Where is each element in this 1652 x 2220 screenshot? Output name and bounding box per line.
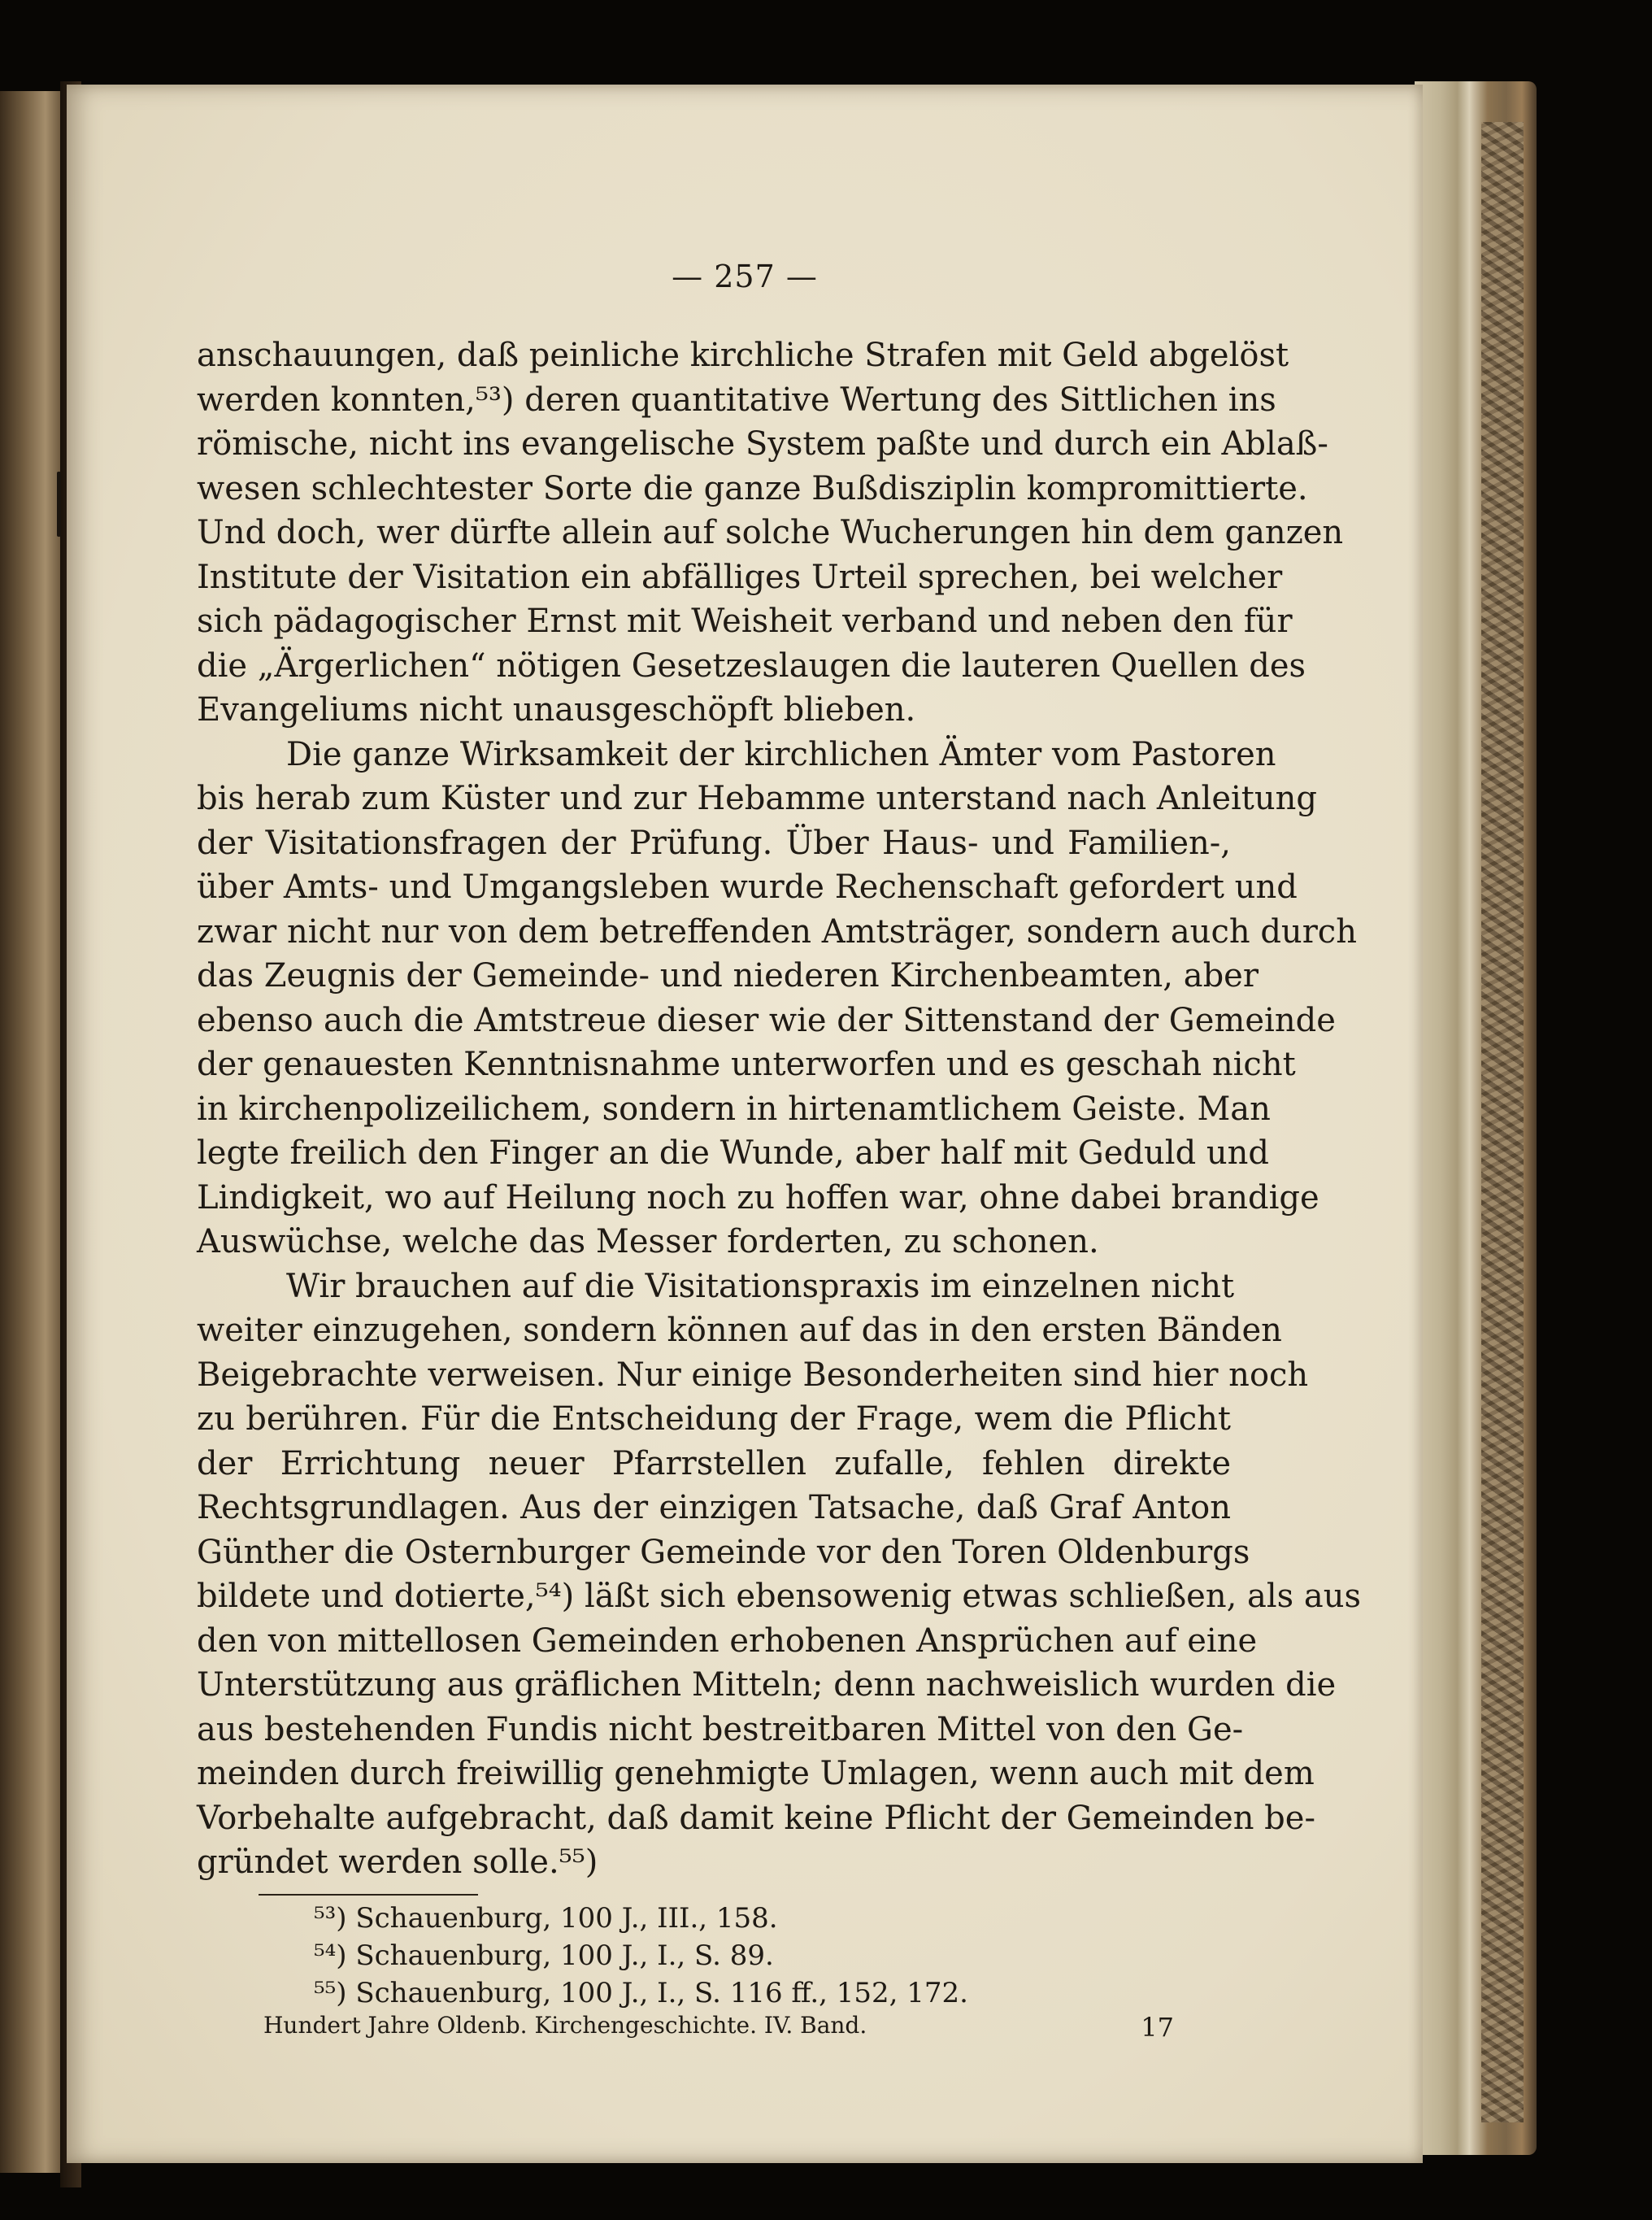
text-line: sich pädagogischer Ernst mit Weisheit verband und neben den für bbox=[197, 603, 1293, 640]
text-line: Die ganze Wirksamkeit der kirchlichen Ämter vom Pastoren bbox=[286, 735, 1276, 773]
text-line: das Zeugnis der Gemeinde- und niederen Kirchenbeamten, aber bbox=[197, 957, 1259, 995]
footnote-53: ⁵³) Schauenburg, 100 J., III., 158. bbox=[314, 1902, 778, 1935]
text-line: der genauesten Kenntnisnahme unterworfen und es geschah nicht bbox=[197, 1046, 1296, 1083]
text-line: Institute der Visitation ein abfälliges Urteil sprechen, bei welcher bbox=[197, 558, 1283, 596]
text-line: in kirchenpolizeilichem, sondern in hirtenamtlichem Geiste. Man bbox=[197, 1090, 1271, 1128]
footnote-rule bbox=[259, 1894, 478, 1896]
text-line: Vorbehalte aufgebracht, daß damit keine Pflicht der Gemeinden be- bbox=[197, 1799, 1315, 1837]
margin-bracket-mark bbox=[57, 472, 61, 537]
text-line: legte freilich den Finger an die Wunde, aber half mit Geduld und bbox=[197, 1134, 1270, 1172]
text-line: der Visitationsfragen der Prüfung. Über Haus- und Familien-, bbox=[197, 824, 1231, 862]
footnote-55: ⁵⁵) Schauenburg, 100 J., I., S. 116 ff., 152, 172. bbox=[314, 1977, 968, 2009]
book-title: Hundert Jahre Oldenb. Kirchengeschichte. IV. Band. bbox=[263, 2012, 867, 2039]
text-line: zu berühren. Für die Entscheidung der Frage, wem die Pflicht bbox=[197, 1400, 1231, 1438]
text-line: anschauungen, daß peinliche kirchliche Strafen mit Geld abgelöst bbox=[197, 337, 1289, 374]
text-line: aus bestehenden Fundis nicht bestreitbaren Mittel von den Ge- bbox=[197, 1710, 1244, 1748]
footnote-54: ⁵⁴) Schauenburg, 100 J., I., S. 89. bbox=[314, 1939, 774, 1972]
text-line: zwar nicht nur von dem betreffenden Amtsträger, sondern auch durch bbox=[197, 912, 1357, 951]
text-line: Lindigkeit, wo auf Heilung noch zu hoffen war, ohne dabei brandige bbox=[197, 1178, 1319, 1217]
text-line: Evangeliums nicht unausgeschöpft blieben. bbox=[197, 691, 916, 729]
text-line: der Errichtung neuer Pfarrstellen zufalle, fehlen direkte bbox=[197, 1444, 1231, 1482]
text-line: Auswüchse, welche das Messer forderten, zu schonen. bbox=[197, 1223, 1099, 1260]
footnotes bbox=[314, 1900, 1127, 2012]
text-line: über Amts- und Umgangsleben wurde Rechenschaft gefordert und bbox=[197, 868, 1298, 906]
marbled-cover-edge bbox=[1481, 122, 1524, 2122]
text-line: ebenso auch die Amtstreue dieser wie der Sittenstand der Gemeinde bbox=[197, 1001, 1336, 1039]
page-number-header: — 257 — bbox=[672, 259, 818, 294]
text-line: römische, nicht ins evangelische System paßte und durch ein Ablaß- bbox=[197, 425, 1328, 463]
text-line: Günther die Osternburger Gemeinde vor den Toren Oldenburgs bbox=[197, 1533, 1250, 1571]
text-line: weiter einzugehen, sondern können auf das in den ersten Bänden bbox=[197, 1312, 1282, 1349]
text-line: wesen schlechtester Sorte die ganze Bußdisziplin kompromittierte. bbox=[197, 469, 1308, 507]
text-line: bis herab zum Küster und zur Hebamme unterstand nach Anleitung bbox=[197, 780, 1318, 817]
text-line: die „Ärgerlichen“ nötigen Gesetzeslaugen die lauteren Quellen des bbox=[197, 646, 1306, 685]
text-line: Wir brauchen auf die Visitationspraxis im einzelnen nicht bbox=[286, 1267, 1235, 1305]
book-page bbox=[67, 85, 1423, 2163]
text-line: werden konnten,⁵³) deren quantitative Wertung des Sittlichen ins bbox=[197, 381, 1276, 419]
text-line: Beigebrachte verweisen. Nur einige Besonderheiten sind hier noch bbox=[197, 1356, 1309, 1394]
text-line: Und doch, wer dürfte allein auf solche Wucherungen hin dem ganzen bbox=[197, 514, 1344, 551]
body-text bbox=[197, 333, 1362, 1885]
text-line: gründet werden solle.⁵⁵) bbox=[197, 1843, 598, 1881]
text-line: Rechtsgrundlagen. Aus der einzigen Tatsache, daß Graf Anton bbox=[197, 1489, 1231, 1526]
text-line: den von mittellosen Gemeinden erhobenen Ansprüchen auf eine bbox=[197, 1621, 1258, 1660]
left-page-edge bbox=[0, 91, 65, 2173]
text-line: meinden durch freiwillig genehmigte Umlagen, wenn auch mit dem bbox=[197, 1755, 1315, 1792]
signature-mark: 17 bbox=[1141, 2012, 1174, 2043]
text-line: bildete und dotierte,⁵⁴) läßt sich ebensowenig etwas schließen, als aus bbox=[197, 1578, 1362, 1615]
text-line: Unterstützung aus gräflichen Mitteln; denn nachweislich wurden die bbox=[197, 1666, 1337, 1704]
